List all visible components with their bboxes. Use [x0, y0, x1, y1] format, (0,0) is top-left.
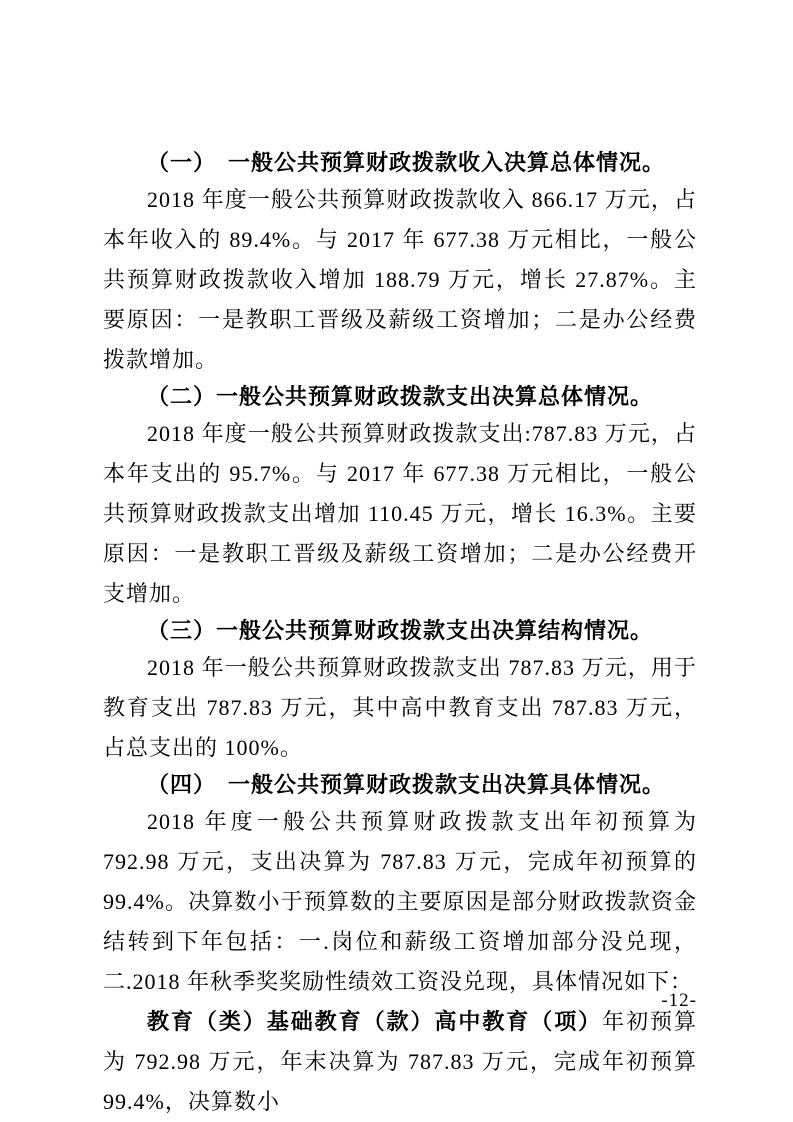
- section-expenditure-structure: [103, 614, 697, 768]
- document-content: [103, 146, 697, 1122]
- section-expenditure-structure-paragraph: 2018 年一般公共预算财政拨款支出 787.83 万元，用于教育支出 787.83 万元，其中高中教育支出 787.83 万元，占总支出的 100%。: [103, 655, 697, 760]
- section-expenditure-overview-heading: （二）一般公共预算财政拨款支出决算总体情况。: [147, 384, 654, 409]
- education-detail-paragraph: [103, 1002, 697, 1122]
- section-income-overview-paragraph: 2018 年度一般公共预算财政拨款收入 866.17 万元，占本年收入的 89.4%。与 2017 年 677.38 万元相比，一般公共预算财政拨款收入增加 188.79 万元，增长 27.87%。主要原因：一是教职工晋级及薪级工资增加；二是办公经费拨款增加。: [103, 187, 697, 372]
- section-income-overview-heading: （一） 一般公共预算财政拨款收入决算总体情况。: [147, 150, 666, 175]
- section-expenditure-overview-paragraph: 2018 年度一般公共预算财政拨款支出:787.83 万元，占本年支出的 95.7%。与 2017 年 677.38 万元相比，一般公共预算财政拨款支出增加 110.45 万元，增长 16.3%。主要原因：一是教职工晋级及薪级工资增加；二是办公经费开支增加。: [103, 421, 697, 606]
- section-expenditure-overview: [103, 380, 697, 614]
- section-expenditure-structure-heading: （三）一般公共预算财政拨款支出决算结构情况。: [147, 618, 654, 643]
- page-number: -12-: [661, 990, 697, 1011]
- section-expenditure-detail: [103, 768, 697, 1002]
- education-detail-paragraph-text: 年初预算为 792.98 万元，年末决算为 787.83 万元，完成年初预算 99.4%，决算数小: [103, 1009, 697, 1114]
- education-detail-paragraph-lead: 教育（类）基础教育（款）高中教育（项）: [147, 1009, 603, 1034]
- section-expenditure-detail-paragraph: 2018 年度一般公共预算财政拨款支出年初预算为 792.98 万元，支出决算为 787.83 万元，完成年初预算的 99.4%。决算数小于预算数的主要原因是部分财政拨款资金结转到下年包括：一.岗位和薪级工资增加部分没兑现，二.2018 年秋季奖奖励性绩效工资没兑现，具体情况如下：: [103, 809, 697, 994]
- section-income-overview: [103, 146, 697, 380]
- section-expenditure-detail-heading: （四） 一般公共预算财政拨款支出决算具体情况。: [147, 772, 666, 797]
